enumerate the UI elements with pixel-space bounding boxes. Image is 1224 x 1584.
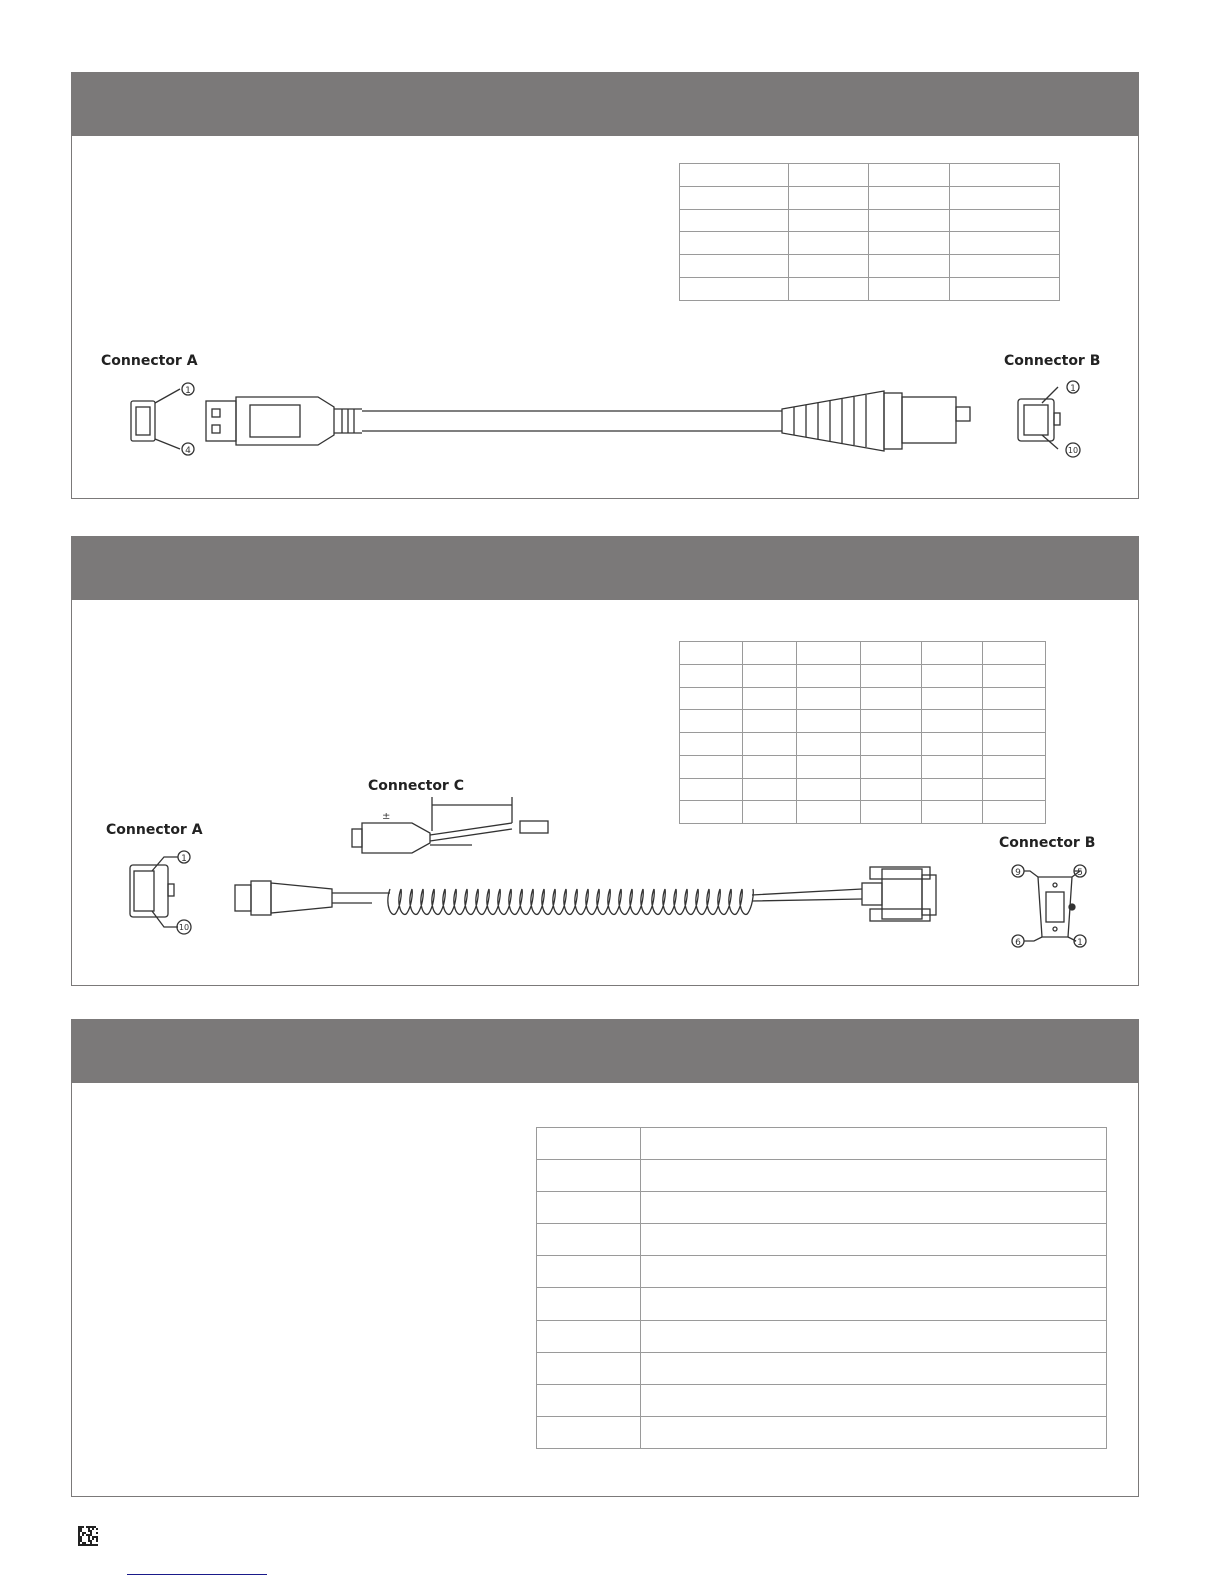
connector-b-label: Connector B — [1004, 353, 1101, 369]
table-cell — [537, 1224, 641, 1256]
pin-label: 6 — [1015, 938, 1021, 948]
table-cell — [537, 1352, 641, 1384]
pin-label: 1 — [1077, 938, 1083, 948]
table-cell — [641, 1288, 1107, 1320]
rj-port-icon — [1018, 381, 1080, 457]
table-cell — [537, 1384, 641, 1416]
pin-label: 9 — [1015, 868, 1021, 878]
cable-section-3 — [71, 1019, 1139, 1497]
table-row — [537, 1128, 1107, 1160]
table-cell — [641, 1320, 1107, 1352]
connector-a-label: Connector A — [106, 822, 203, 838]
pin-label: 1 — [185, 386, 191, 396]
table-cell — [537, 1416, 641, 1448]
usb-cable-diagram — [72, 73, 1140, 500]
pin-label: 5 — [1077, 868, 1083, 878]
table-row — [537, 1288, 1107, 1320]
datamatrix-code — [78, 1526, 98, 1546]
table-cell — [641, 1352, 1107, 1384]
table-cell — [537, 1160, 641, 1192]
table-cell — [641, 1256, 1107, 1288]
pinout-table-3 — [536, 1127, 1107, 1449]
table-row — [537, 1256, 1107, 1288]
table-cell — [641, 1416, 1107, 1448]
cable-line — [752, 889, 862, 901]
connector-c-label: Connector C — [368, 778, 464, 794]
db9-port-icon — [1012, 865, 1086, 948]
table-cell — [537, 1192, 641, 1224]
table-row — [537, 1352, 1107, 1384]
table-row — [537, 1384, 1107, 1416]
pin-label: 1 — [181, 854, 187, 864]
pin-label: 4 — [185, 446, 191, 456]
section-header-bar — [72, 1020, 1138, 1083]
usb-mini-port-icon — [131, 383, 194, 456]
cable-section-2 — [71, 536, 1139, 986]
table-cell — [537, 1256, 641, 1288]
db9-connector-icon — [862, 867, 936, 921]
cable-section-1 — [71, 72, 1139, 499]
power-jack-icon — [352, 797, 548, 853]
pin-label: 1 — [1070, 384, 1076, 394]
coiled-cable — [372, 889, 753, 914]
rj-plug-icon — [782, 391, 970, 451]
table-row — [537, 1160, 1107, 1192]
table-cell — [641, 1384, 1107, 1416]
pin-label: 10 — [1067, 446, 1079, 455]
table-cell — [641, 1192, 1107, 1224]
rj-port-icon — [130, 851, 191, 934]
table-cell — [537, 1320, 641, 1352]
cable-line — [362, 411, 782, 431]
table-row — [537, 1320, 1107, 1352]
table-row — [537, 1224, 1107, 1256]
svg-text:±: ± — [382, 811, 391, 822]
table-cell — [641, 1224, 1107, 1256]
usb-plug-icon — [206, 397, 362, 445]
table-row — [537, 1192, 1107, 1224]
footer-link[interactable] — [127, 1574, 267, 1575]
table-cell — [537, 1288, 641, 1320]
table-cell — [641, 1160, 1107, 1192]
connector-b-label: Connector B — [999, 835, 1096, 851]
connector-a-label: Connector A — [101, 353, 198, 369]
table-cell — [641, 1128, 1107, 1160]
table-row — [537, 1416, 1107, 1448]
rj-plug-icon — [235, 881, 372, 915]
serial-cable-diagram — [72, 537, 1140, 987]
pin-label: 10 — [178, 923, 190, 932]
table-cell — [537, 1128, 641, 1160]
